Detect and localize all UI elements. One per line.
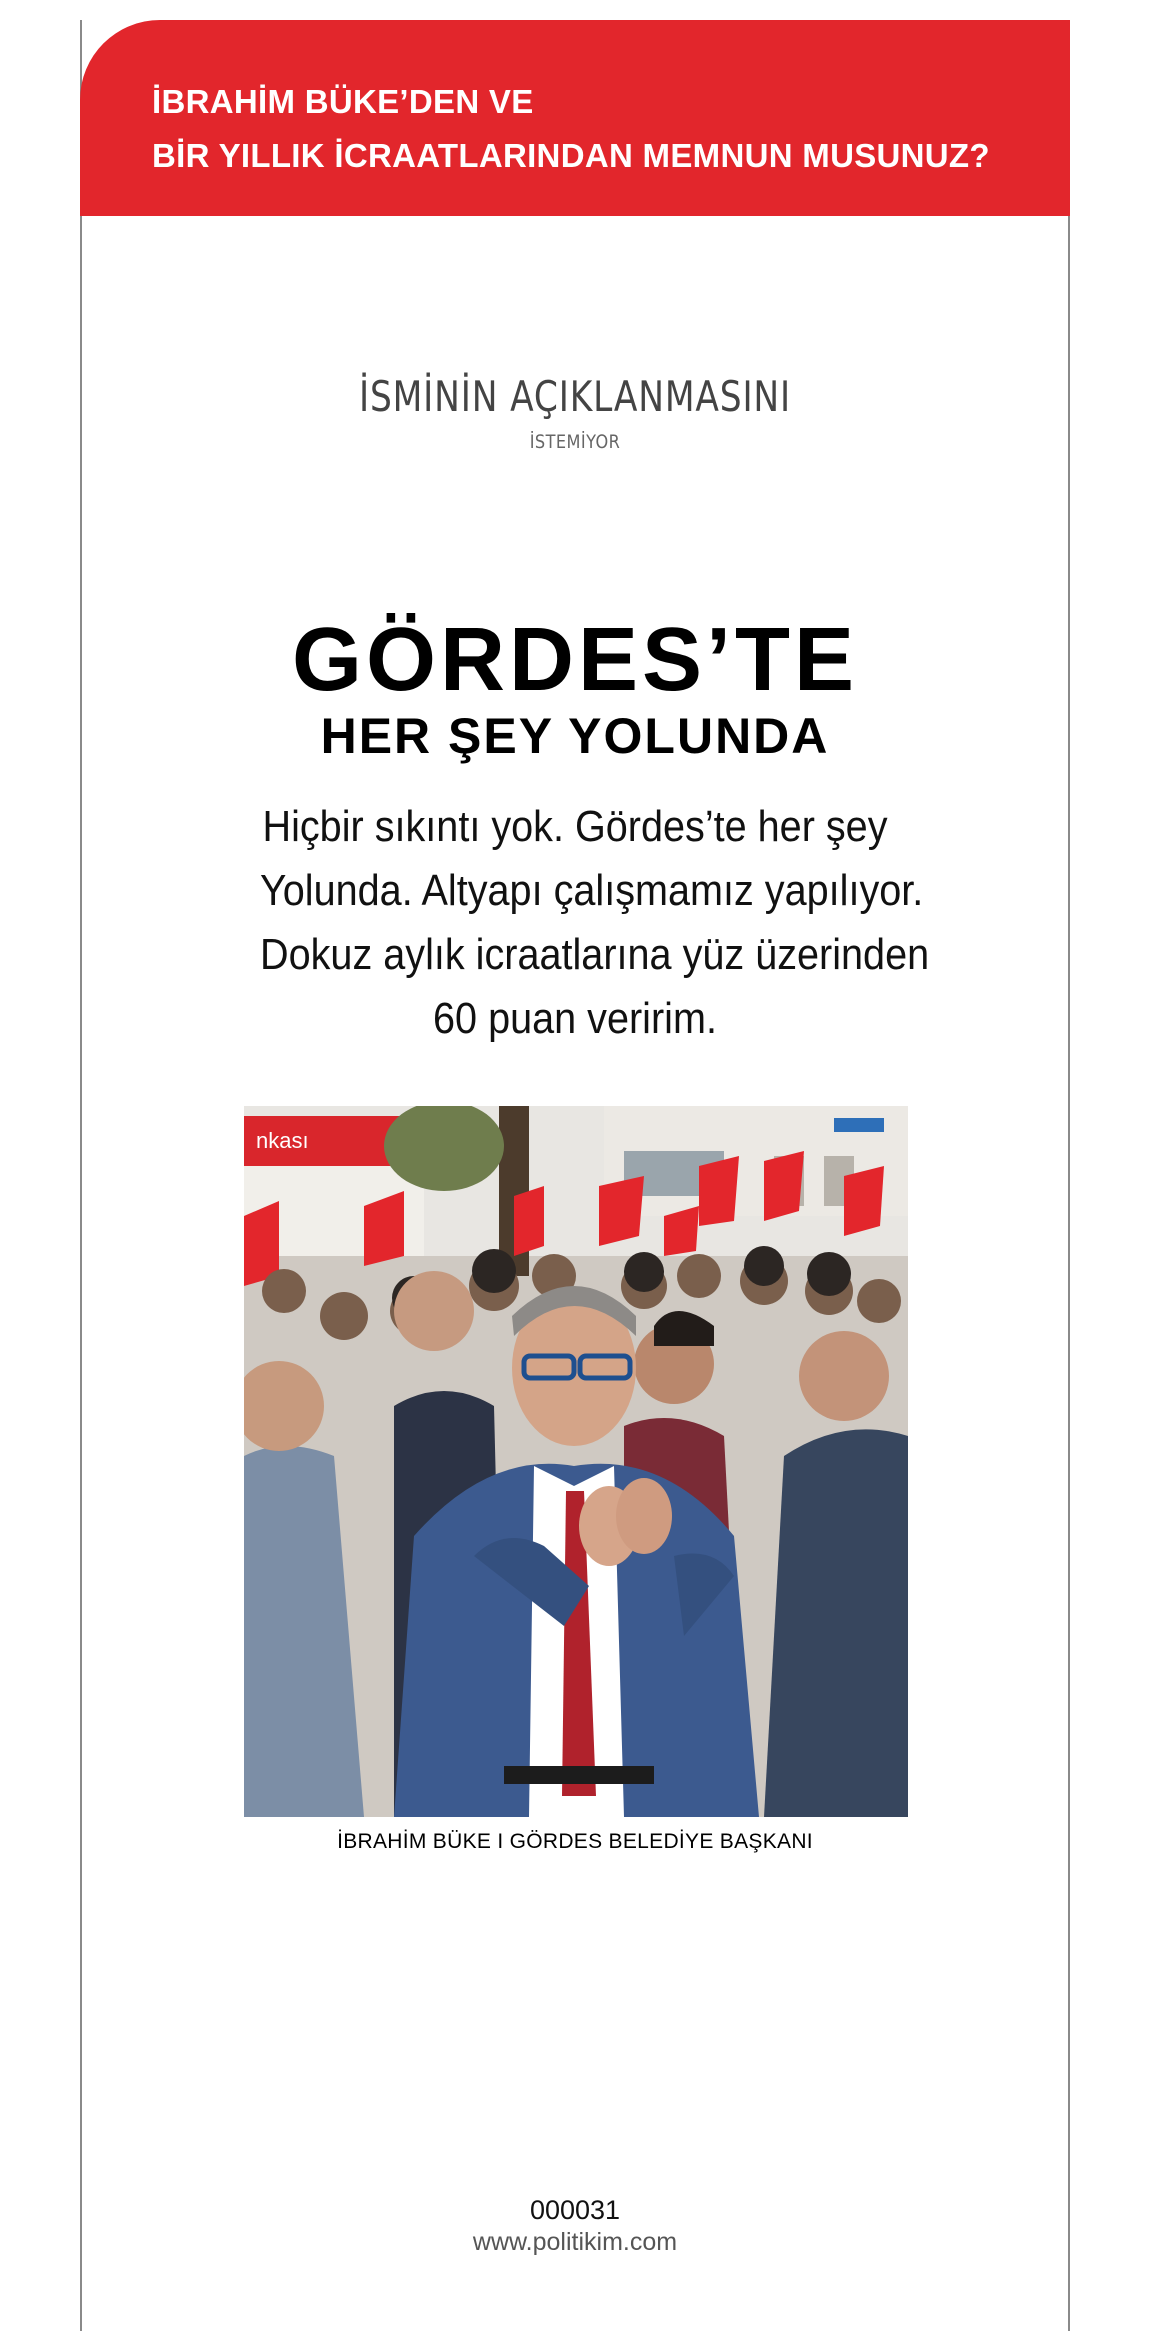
respondent-sub: İSTEMİYOR <box>529 431 621 453</box>
mayor-photo <box>244 1106 908 1817</box>
photo-caption: İBRAHİM BÜKE I GÖRDES BELEDİYE BAŞKANI <box>337 1830 813 1853</box>
subheadline: HER ŞEY YOLUNDA <box>320 708 830 764</box>
respondent-name: İSMİNİN AÇIKLANMASINI <box>358 372 791 421</box>
quote-text <box>225 795 930 1051</box>
banner-line-2: BİR YILLIK İCRAATLARINDAN MEMNUN MUSUNUZ? <box>152 137 990 174</box>
quote-line: Yolunda. Altyapı çalışmamız yapılıyor. <box>260 866 924 915</box>
crowd-illustration <box>244 1106 908 1817</box>
document-code: 000031 <box>529 2195 621 2225</box>
quote-line: Hiçbir sıkıntı yok. Gördes’te her şey <box>262 802 888 851</box>
headline: GÖRDES’TE <box>291 610 859 710</box>
website-link[interactable]: www.politikim.com <box>472 2228 678 2256</box>
bank-sign: nkası <box>256 1128 309 1153</box>
quote-line: Dokuz aylık icraatlarına yüz üzerinden <box>260 930 930 979</box>
quote-line: 60 puan veririm. <box>433 994 717 1043</box>
question-banner <box>80 20 1070 216</box>
banner-line-1: İBRAHİM BÜKE’DEN VE <box>152 83 534 120</box>
